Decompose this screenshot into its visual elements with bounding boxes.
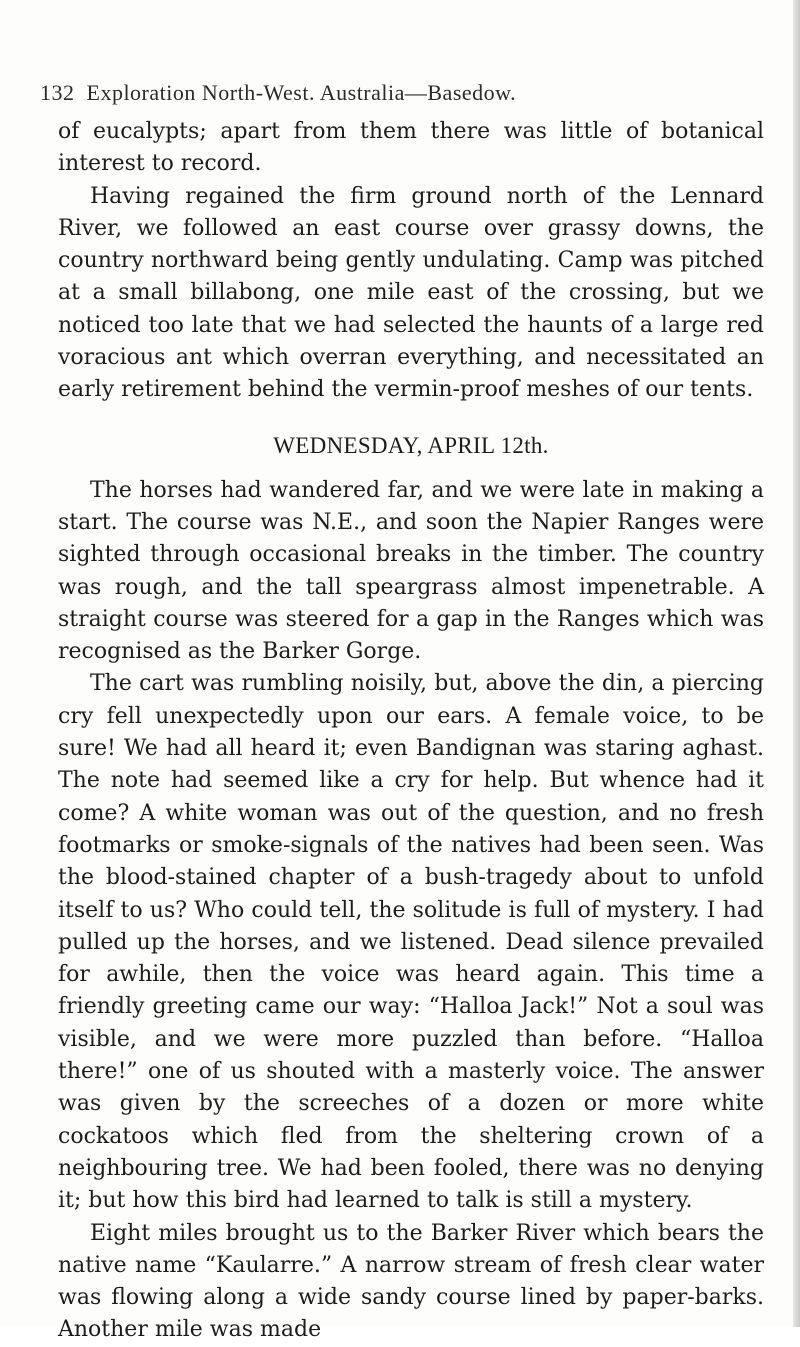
page-edge (793, 0, 800, 1327)
running-title: Exploration North-West. Australia—Basedow. (86, 80, 517, 105)
paragraph-barker-river: Eight miles brought us to the Barker River which bears the native name “Kaularre.” A narrow stream of fresh clear water was flowing along a wide sandy course lined by paper-barks. Another mile was made (58, 1220, 764, 1343)
date-heading: WEDNESDAY, APRIL 12th. (273, 432, 549, 458)
paragraph-cockatoo: The cart was rumbling noisily, but, above the din, a piercing cry fell unexpectedly upon our ears. A female voice, to be sure! We had all heard it; even Bandignan was staring aghast. The note had seemed like a cry for help. But whence had it come? A white woman was out of the question, and no fresh footmarks or smoke-signals of the natives had been seen. Was the blood-stained chapter of a bush-tragedy about to unfold itself to us? Who could tell, the solitude is full of mystery. I had pulled up the horses, and we listened. Dead silence prevailed for awhile, then the voice was heard again. This time a friendly greeting came our way: “Halloa Jack!” Not a soul was visible, and we were more puzzled than before. “Halloa there!” one of us shouted with a masterly voice. The answer was given by the screeches of a dozen or more white cockatoos which fled from the sheltering crown of a neighbouring tree. We had been fooled, there was no denying it; but how this bird had learned to talk is still a mystery. (58, 671, 764, 1214)
body-text (58, 116, 764, 1347)
paragraph-lennard-river: Having regained the firm ground north of the Lennard River, we followed an east course over grassy downs, the country northward being gently undulating. Camp was pitched at a small billabong, one mile east of the crossing, but we noticed too late that we had selected the haunts of a large red voracious ant which overran everything, and necessitated an early retirement behind the vermin-proof meshes of our tents. (58, 183, 764, 403)
paragraph-napier-ranges: The horses had wandered far, and we were late in making a start. The course was N.E., and soon the Napier Ranges were sighted through occasional breaks in the timber. The country was rough, and the tall speargrass almost impenetrable. A straight course was steered for a gap in the Ranges which was recognised as the Barker Gorge. (58, 477, 764, 665)
paragraph-continued: of eucalypts; apart from them there was little of botanical interest to record. (58, 119, 764, 177)
page-number: 132 (40, 80, 75, 105)
running-header (40, 80, 780, 106)
